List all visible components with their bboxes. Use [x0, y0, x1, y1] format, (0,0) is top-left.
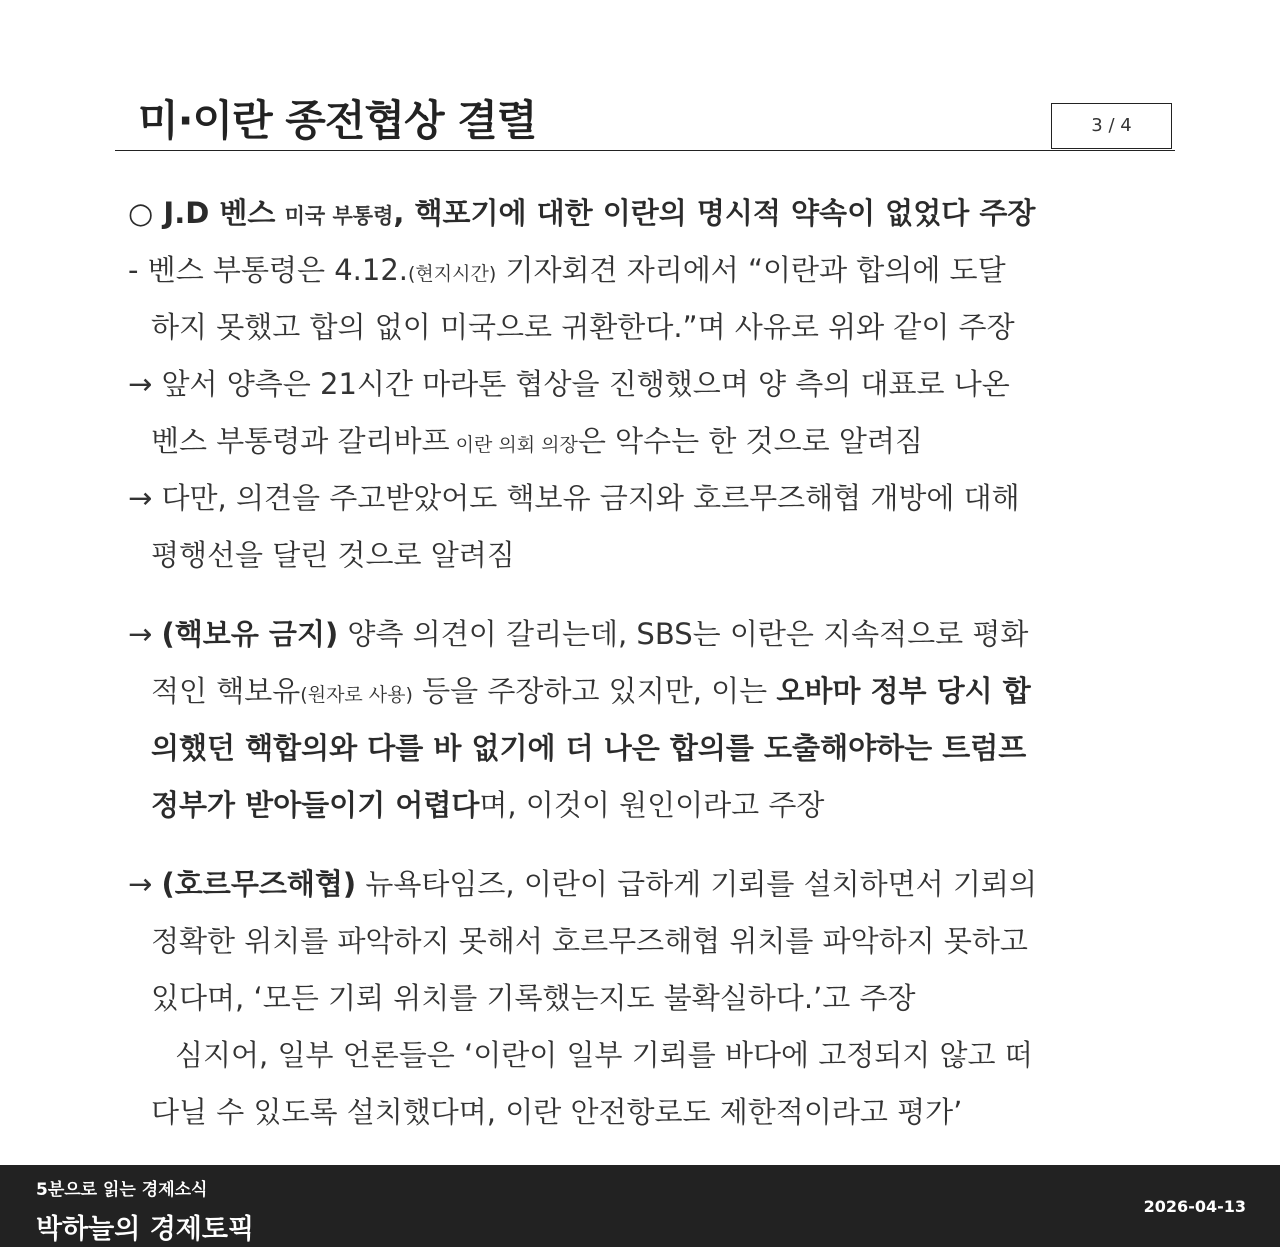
spacer [128, 584, 1178, 606]
paragraph-3-line-1: → 다만, 의견을 주고받았어도 핵보유 금지와 호르무즈해협 개방에 대해 [128, 481, 1020, 515]
headline-claim: , 핵포기에 대한 이란의 명시적 약속이 없었다 주장 [393, 196, 1036, 230]
headline-role: 미국 부통령 [284, 204, 394, 228]
footer-date: 2026-04-13 [1143, 1197, 1246, 1216]
text-segment: 벤스 부통령과 갈리바프 [151, 424, 450, 458]
nuclear-heading: (핵보유 금지) [161, 617, 339, 651]
paragraph-2-line-2 [128, 413, 1178, 470]
paragraph-3-line-2: 평행선을 달린 것으로 알려짐 [151, 538, 515, 572]
text-emphasis: 의했던 핵합의와 다를 바 없기에 더 나은 합의를 도출해야하는 트럼프 [151, 731, 1027, 765]
text-note: (원자로 사용) [300, 684, 413, 706]
text-segment: 며, 이것이 원인이라고 주장 [479, 788, 825, 822]
text-segment: 양측 의견이 갈리는데, SBS는 이란은 지속적으로 평화 [338, 617, 1029, 651]
text-segment: 은 악수는 한 것으로 알려짐 [577, 424, 923, 458]
page-title: 미·이란 종전협상 결렬 [138, 96, 537, 145]
article-body [128, 185, 1178, 1141]
hormuz-line-2: 정확한 위치를 파악하지 못해서 호르무즈해협 위치를 파악하지 못하고 [151, 924, 1028, 958]
paragraph-1-line-2: 하지 못했고 합의 없이 미국으로 귀환한다.”며 사유로 위와 같이 주장 [151, 310, 1015, 344]
arrow-icon: → [128, 867, 162, 901]
nuclear-line-2 [128, 663, 1178, 720]
paragraph-1-line-1 [128, 242, 1178, 299]
footer-subtitle: 5분으로 읽는 경제소식 [36, 1180, 208, 1200]
arrow-icon: → [128, 617, 162, 651]
headline-bullet: ○ J.D 벤스 [128, 196, 276, 230]
headline [128, 185, 1178, 242]
nuclear-line-4 [128, 777, 1178, 834]
hormuz-line-4: 심지어, 일부 언론들은 ‘이란이 일부 기뢰를 바다에 고정되지 않고 떠 [175, 1038, 1033, 1072]
nuclear-line-1 [128, 606, 1178, 663]
text-segment: 적인 핵보유 [151, 674, 301, 708]
hormuz-line-3: 있다며, ‘모든 기뢰 위치를 기록했는지도 불확실하다.’고 주장 [151, 981, 916, 1015]
hormuz-line-5: 다닐 수 있도록 설치했다며, 이란 안전항로도 제한적이라고 평가’ [151, 1095, 963, 1129]
text-note: 이란 의회 의장 [449, 434, 578, 456]
text-segment: 뉴욕타임즈, 이란이 급하게 기뢰를 설치하면서 기뢰의 [356, 867, 1037, 901]
text-segment: - 벤스 부통령은 4.12. [128, 253, 408, 287]
text-note: (현지시간) [408, 263, 497, 285]
text-emphasis: 오바마 정부 당시 합 [776, 674, 1031, 708]
hormuz-heading: (호르무즈해협) [161, 867, 357, 901]
nuclear-line-3 [128, 720, 1178, 777]
text-emphasis: 정부가 받아들이기 어렵다 [151, 788, 480, 822]
title-divider [115, 150, 1175, 151]
text-segment: 등을 주장하고 있지만, 이는 [412, 674, 777, 708]
footer-bar [0, 1165, 1280, 1247]
page-indicator: 3 / 4 [1051, 103, 1172, 149]
text-segment: 기자회견 자리에서 “이란과 합의에 도달 [496, 253, 1006, 287]
spacer [128, 834, 1178, 856]
hormuz-line-1 [128, 856, 1178, 913]
footer-title: 박하늘의 경제토픽 [36, 1214, 255, 1245]
paragraph-2-line-1: → 앞서 양측은 21시간 마라톤 협상을 진행했으며 양 측의 대표로 나온 [128, 367, 1010, 401]
